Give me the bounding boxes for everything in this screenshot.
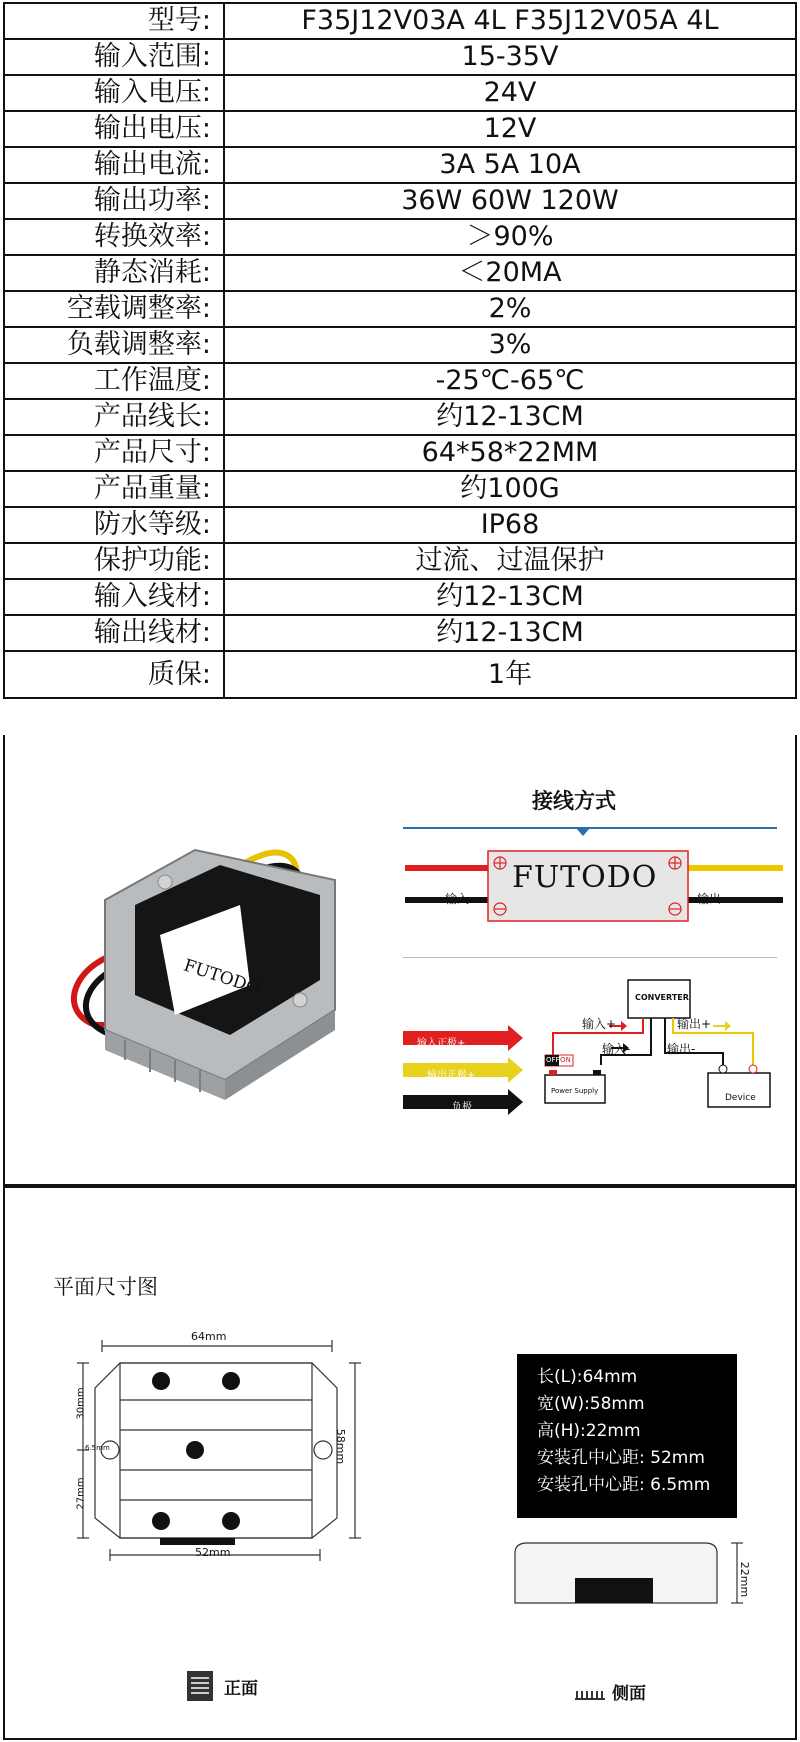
spec-label: 工作温度: xyxy=(4,363,224,399)
dim-side-height: 22mm xyxy=(738,1561,752,1598)
spec-label: 静态消耗: xyxy=(4,255,224,291)
spec-row xyxy=(4,255,796,291)
spec-value: 15-35V xyxy=(224,39,796,75)
power-supply-label: Power Supply xyxy=(551,1087,599,1095)
spec-label: 转换效率: xyxy=(4,219,224,255)
wiring-panel xyxy=(3,735,797,1186)
product-label-text: FUTODO xyxy=(181,955,263,1000)
spec-line: 安装孔中心距: 52mm xyxy=(537,1448,705,1468)
spec-line: 安装孔中心距: 6.5mm xyxy=(537,1475,711,1495)
spec-value: 2% xyxy=(224,291,796,327)
spec-table-body xyxy=(4,3,796,698)
spec-line: 宽(W):58mm xyxy=(537,1394,645,1414)
dim-left-lower: 27mm xyxy=(75,1477,87,1510)
spec-label: 输入电压: xyxy=(4,75,224,111)
spec-value: 约12-13CM xyxy=(224,579,796,615)
input-label: 输入 xyxy=(445,892,470,906)
legend-negative: 负极 xyxy=(452,1102,472,1113)
spec-value: 1年 xyxy=(224,651,796,698)
spec-label: 输出线材: xyxy=(4,615,224,651)
dimensions-panel xyxy=(3,1186,797,1740)
spec-line: 高(H):22mm xyxy=(537,1421,641,1441)
side-view-icon xyxy=(575,1689,605,1701)
side-view-label: 侧面 xyxy=(612,1684,646,1704)
spec-label: 产品尺寸: xyxy=(4,435,224,471)
spec-line: 长(L):64mm xyxy=(537,1367,638,1387)
legend-in-plus: 输入正极+ xyxy=(417,1038,466,1049)
spec-value: ＞90% xyxy=(224,219,796,255)
spec-label: 产品线长: xyxy=(4,399,224,435)
spec-table xyxy=(3,2,797,699)
dimensions-title: 平面尺寸图 xyxy=(53,1275,158,1299)
spec-row xyxy=(4,75,796,111)
spec-row xyxy=(4,147,796,183)
spec-label: 输出功率: xyxy=(4,183,224,219)
side-view-drawing xyxy=(505,1538,755,1618)
spec-label: 产品重量: xyxy=(4,471,224,507)
spec-value: 约12-13CM xyxy=(224,399,796,435)
spec-row xyxy=(4,327,796,363)
spec-value: -25℃-65℃ xyxy=(224,363,796,399)
chevron-down-icon xyxy=(576,828,590,836)
spec-label: 输出电流: xyxy=(4,147,224,183)
spec-row xyxy=(4,219,796,255)
spec-value: ＜20MA xyxy=(224,255,796,291)
spec-value: 过流、过温保护 xyxy=(224,543,796,579)
spec-label: 保护功能: xyxy=(4,543,224,579)
spec-row xyxy=(4,651,796,698)
title-divider xyxy=(403,827,777,829)
switch-on: ON xyxy=(560,1056,571,1064)
spec-label: 输入范围: xyxy=(4,39,224,75)
wiring-title: 接线方式 xyxy=(532,789,616,813)
spec-row xyxy=(4,39,796,75)
spec-value: F35J12V03A 4L F35J12V05A 4L xyxy=(224,3,796,39)
spec-row xyxy=(4,615,796,651)
device-label: Device xyxy=(725,1093,756,1103)
legend-out-plus: 输出正极+ xyxy=(427,1070,476,1081)
spec-value: 3A 5A 10A xyxy=(224,147,796,183)
spec-label: 负载调整率: xyxy=(4,327,224,363)
front-view-label: 正面 xyxy=(224,1679,258,1699)
spec-value: 约100G xyxy=(224,471,796,507)
spec-label: 型号: xyxy=(4,3,224,39)
spec-box xyxy=(517,1354,737,1518)
dim-height-right: 58mm xyxy=(334,1428,348,1465)
spec-lines xyxy=(517,1354,737,1499)
spec-row xyxy=(4,363,796,399)
front-view-icon xyxy=(187,1671,213,1701)
spec-row xyxy=(4,183,796,219)
dim-left-mid: 6.5mm xyxy=(85,1444,110,1452)
spec-row xyxy=(4,471,796,507)
spec-label: 输出电压: xyxy=(4,111,224,147)
spec-row xyxy=(4,579,796,615)
spec-value: 36W 60W 120W xyxy=(224,183,796,219)
dim-width-bottom: 52mm xyxy=(195,1546,231,1559)
spec-value: 3% xyxy=(224,327,796,363)
spec-label: 空载调整率: xyxy=(4,291,224,327)
out-minus-label: 输出- xyxy=(667,1042,696,1056)
spec-value: IP68 xyxy=(224,507,796,543)
spec-value: 约12-13CM xyxy=(224,615,796,651)
switch-off: OFF xyxy=(546,1056,560,1064)
out-plus-label: 输出+ xyxy=(677,1017,712,1031)
spec-label: 输入线材: xyxy=(4,579,224,615)
spec-value: 12V xyxy=(224,111,796,147)
spec-row xyxy=(4,3,796,39)
spec-row xyxy=(4,507,796,543)
dim-width-top: 64mm xyxy=(191,1330,227,1343)
converter-label: CONVERTER xyxy=(635,993,689,1002)
in-minus-label: 输入- xyxy=(602,1042,631,1056)
spec-row xyxy=(4,435,796,471)
circuit-diagram xyxy=(543,975,783,1175)
in-plus-label: 输入+ xyxy=(582,1017,617,1031)
section-divider xyxy=(403,957,777,958)
product-photo xyxy=(35,810,355,1110)
spec-row xyxy=(4,543,796,579)
dim-left-upper: 30mm xyxy=(75,1387,87,1420)
spec-row xyxy=(4,291,796,327)
spec-value: 24V xyxy=(224,75,796,111)
spec-label: 质保: xyxy=(4,651,224,698)
spec-value: 64*58*22MM xyxy=(224,435,796,471)
brand-logo: FUTODO xyxy=(512,860,658,895)
front-view-drawing xyxy=(75,1338,375,1568)
spec-row xyxy=(4,399,796,435)
output-label: 输出 xyxy=(697,892,722,906)
spec-label: 防水等级: xyxy=(4,507,224,543)
spec-row xyxy=(4,111,796,147)
